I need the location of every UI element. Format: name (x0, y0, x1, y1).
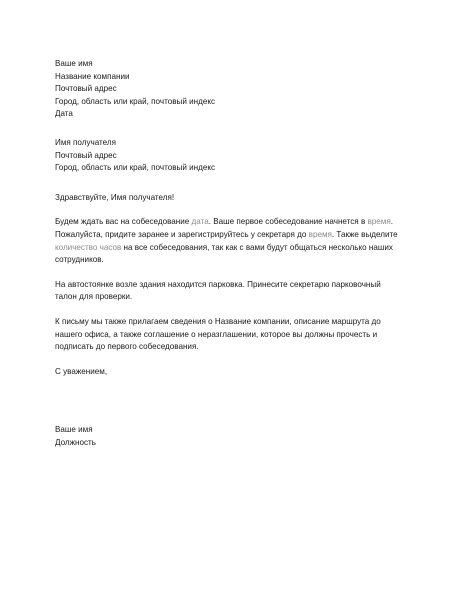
signature-block (55, 424, 385, 449)
text-run: Будем ждать вас на собеседование (55, 217, 192, 227)
paragraph-line[interactable]: подписать до первого собеседования. (55, 342, 199, 352)
placeholder-time[interactable]: время (367, 217, 391, 227)
paragraph-line[interactable] (55, 242, 393, 255)
closing[interactable]: С уважением, (55, 366, 108, 376)
recipient-name[interactable]: Имя получателя (55, 137, 116, 147)
spacer (55, 304, 385, 316)
text-run: . Ваше первое собеседование начнется в (208, 217, 368, 227)
recipient-block (55, 137, 385, 175)
spacer (55, 175, 385, 192)
sender-city[interactable]: Город, область или край, почтовый индекс (55, 96, 216, 106)
text-run: на все собеседования, так как с вами будут общаться несколько наших (121, 242, 393, 252)
spacer (55, 378, 385, 424)
recipient-address[interactable]: Почтовый адрес (55, 150, 117, 160)
paragraph-interview (55, 216, 398, 266)
spacer (55, 121, 385, 137)
paragraph-line[interactable]: сотрудников. (55, 255, 104, 265)
paragraph-line[interactable] (55, 216, 393, 229)
paragraph-line[interactable]: талон для проверки. (55, 292, 133, 302)
sender-company[interactable]: Название компании (55, 71, 130, 81)
letter-body (55, 58, 398, 449)
text-run: . (390, 217, 393, 227)
paragraph-attachments (55, 316, 385, 354)
sender-block (55, 58, 385, 121)
paragraph-line[interactable]: На автостоянке возле здания находится парковка. Принесите секретарю парковочный (55, 279, 381, 289)
signature-title[interactable]: Должность (55, 437, 96, 447)
paragraph-parking (55, 279, 385, 304)
placeholder-time[interactable]: время (308, 229, 332, 239)
placeholder-hours[interactable]: количество часов (55, 242, 122, 252)
text-run: . Также выделите (331, 229, 398, 239)
greeting[interactable]: Здравствуйте, Имя получателя! (55, 192, 175, 202)
sender-name[interactable]: Ваше имя (55, 59, 93, 68)
sender-address[interactable]: Почтовый адрес (55, 84, 117, 94)
signature-name[interactable]: Ваше имя (55, 425, 93, 435)
paragraph-line[interactable]: нашего офиса, а также соглашение о неразглашении, которое вы должны прочесть и (55, 329, 378, 339)
spacer (55, 354, 385, 366)
text-run: Пожалуйста, придите заранее и зарегистрируйтесь у секретаря до (55, 229, 309, 239)
spacer (55, 204, 385, 216)
spacer (55, 267, 385, 279)
paragraph-line[interactable] (55, 229, 398, 242)
paragraph-line[interactable]: К письму мы также прилагаем сведения о Название компании, описание маршрута до (55, 316, 381, 326)
recipient-city[interactable]: Город, область или край, почтовый индекс (55, 163, 216, 173)
placeholder-date[interactable]: дата (191, 217, 209, 227)
sender-date[interactable]: Дата (55, 109, 73, 119)
